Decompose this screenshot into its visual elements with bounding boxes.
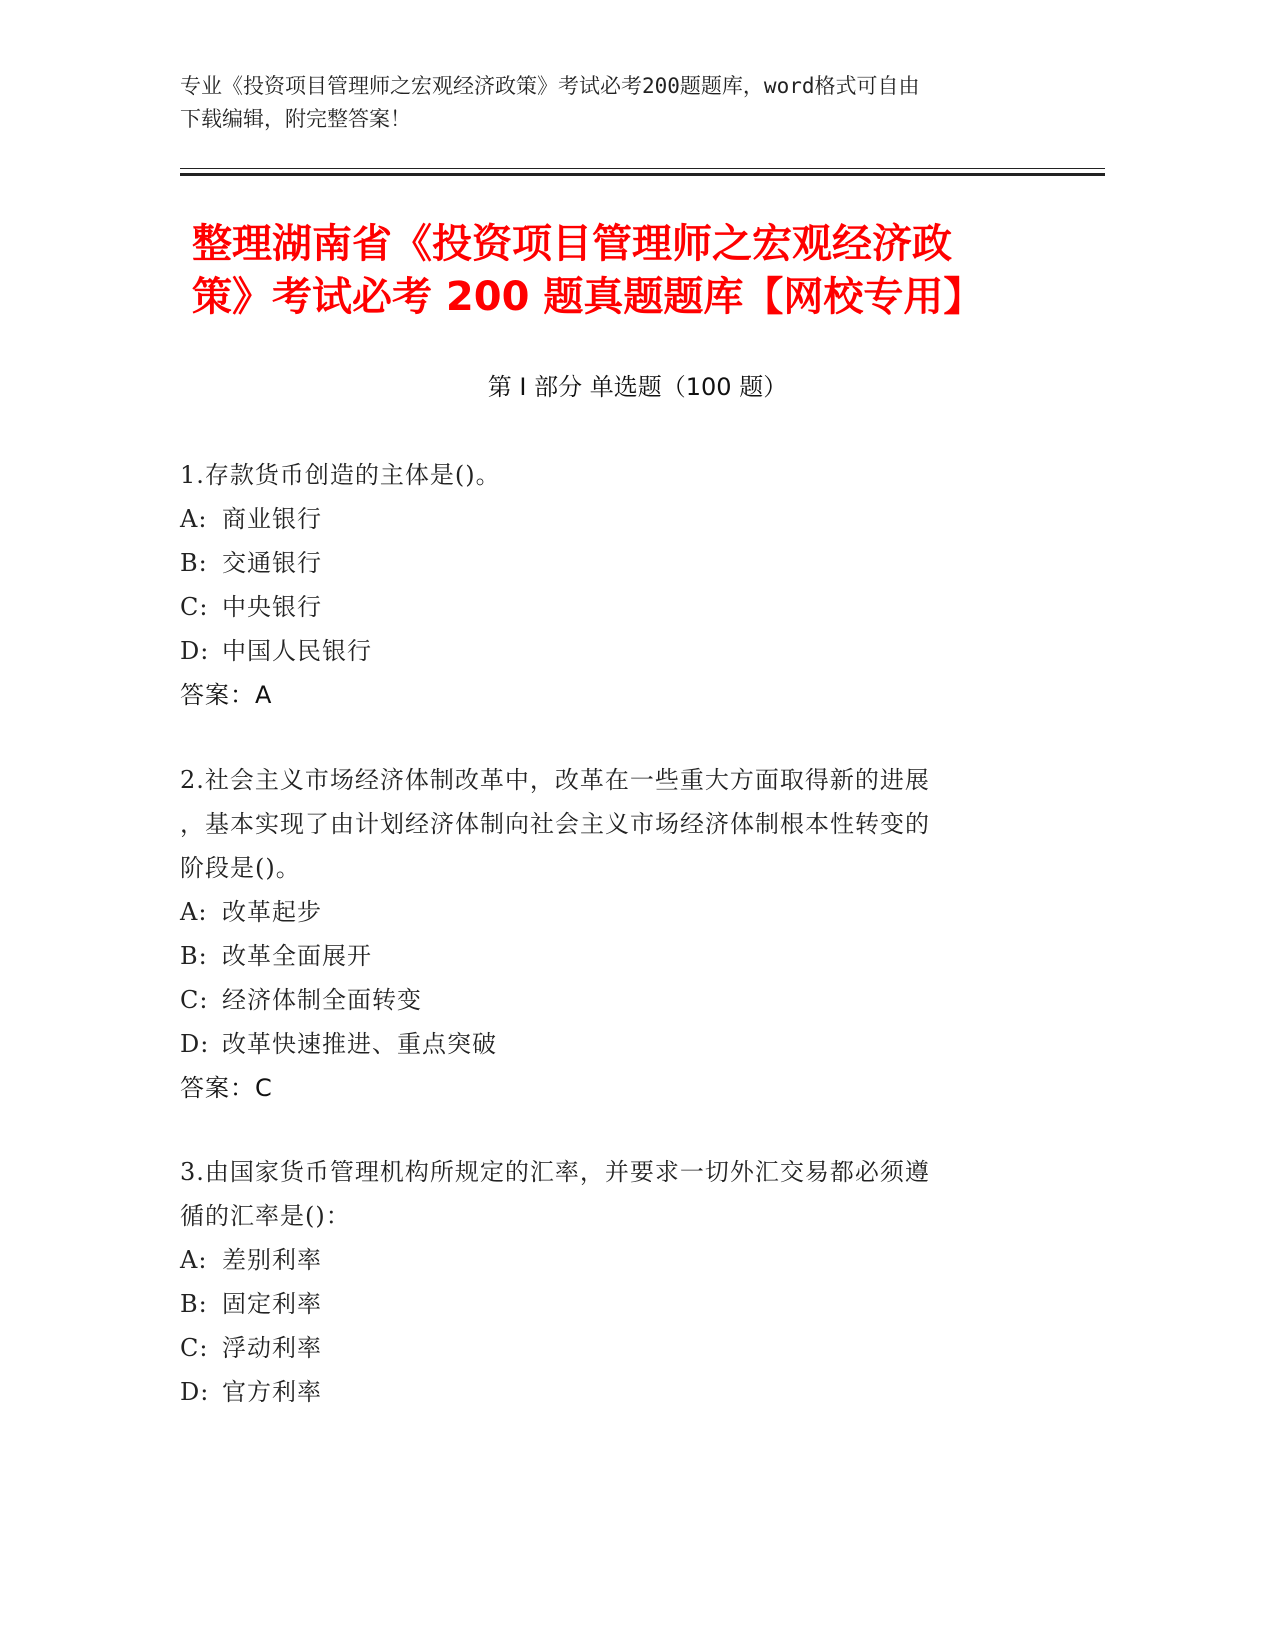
option-text: 经济体制全面转变: [222, 986, 422, 1014]
option-a: [180, 1238, 1060, 1282]
option-letter: C:: [180, 593, 209, 621]
header-note-line-1: 专业《投资项目管理师之宏观经济政策》考试必考200题题库，word格式可自由: [180, 74, 920, 98]
option-d: [180, 629, 1060, 673]
option-letter: C:: [180, 986, 209, 1014]
question-text: ，基本实现了由计划经济体制向社会主义市场经济体制根本性转变的: [180, 810, 930, 838]
header-note: [180, 70, 1060, 136]
question-text: 3.由国家货币管理机构所规定的汇率，并要求一切外汇交易都必须遵: [180, 1158, 930, 1186]
option-letter: D:: [180, 1378, 210, 1406]
document-title-line-1: 整理湖南省《投资项目管理师之宏观经济政: [192, 221, 952, 267]
question-block: [180, 758, 1060, 1110]
header-note-line-2: 下载编辑，附完整答案！: [180, 107, 411, 131]
question-text: 2.社会主义市场经济体制改革中，改革在一些重大方面取得新的进展: [180, 766, 930, 794]
section-title: 第 I 部分 单选题（100 题）: [487, 373, 788, 401]
option-text: 改革快速推进、重点突破: [222, 1030, 497, 1058]
option-text: 交通银行: [222, 549, 322, 577]
option-text: 差别利率: [222, 1246, 322, 1274]
question-text: 阶段是()。: [180, 854, 301, 882]
option-c: [180, 978, 1060, 1022]
option-text: 浮动利率: [222, 1334, 322, 1362]
option-letter: A:: [180, 505, 208, 533]
option-b: [180, 1282, 1060, 1326]
document-title: [192, 218, 1072, 324]
header-divider-thin: [180, 168, 1105, 169]
option-d: [180, 1022, 1060, 1066]
question-block: [180, 453, 1060, 717]
option-text: 官方利率: [222, 1378, 322, 1406]
option-text: 中央银行: [222, 593, 322, 621]
option-c: [180, 585, 1060, 629]
option-letter: D:: [180, 1030, 210, 1058]
option-letter: B:: [180, 1290, 208, 1318]
question-block: [180, 1150, 1060, 1414]
option-text: 固定利率: [222, 1290, 322, 1318]
option-text: 改革全面展开: [222, 942, 372, 970]
option-letter: A:: [180, 1246, 208, 1274]
question-text: 循的汇率是()：: [180, 1202, 351, 1230]
answer-line: 答案：A: [180, 681, 273, 709]
answer-line: 答案：C: [180, 1074, 273, 1102]
option-a: [180, 890, 1060, 934]
option-text: 中国人民银行: [222, 637, 372, 665]
question-text: 1.存款货币创造的主体是()。: [180, 461, 501, 489]
option-letter: C:: [180, 1334, 209, 1362]
document-title-line-2: 策》考试必考 200 题真题题库【网校专用】: [192, 274, 984, 320]
option-text: 改革起步: [222, 898, 322, 926]
option-b: [180, 541, 1060, 585]
option-letter: B:: [180, 549, 208, 577]
header-divider-thick: [180, 173, 1105, 176]
option-d: [180, 1370, 1060, 1414]
option-c: [180, 1326, 1060, 1370]
option-a: [180, 497, 1060, 541]
option-letter: D:: [180, 637, 210, 665]
option-b: [180, 934, 1060, 978]
option-text: 商业银行: [222, 505, 322, 533]
option-letter: B:: [180, 942, 208, 970]
option-letter: A:: [180, 898, 208, 926]
